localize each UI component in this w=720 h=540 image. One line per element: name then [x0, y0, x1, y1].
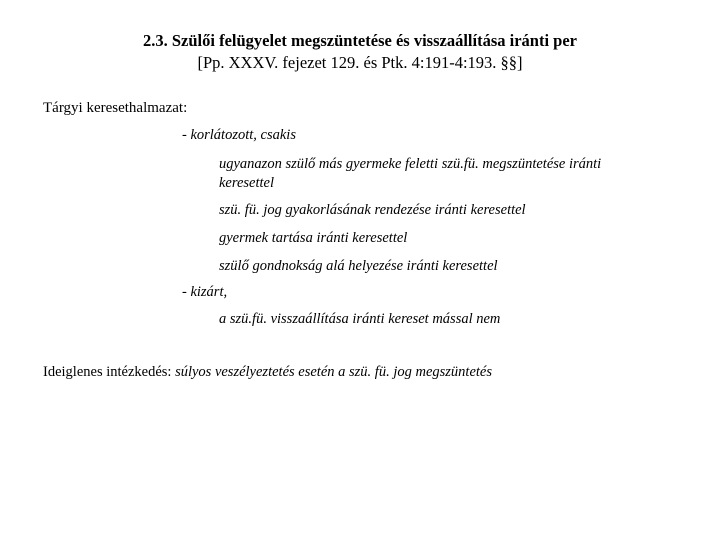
korlatozott-item-2: szü. fü. jog gyakorlásának rendezése iránti keresettel	[219, 202, 526, 218]
korlatozott-label: - korlátozott, csakis	[182, 127, 296, 143]
kizart-item-1: a szü.fü. visszaállítása iránti kereset mással nem	[219, 311, 501, 327]
document-title	[0, 30, 720, 74]
kizart-label: - kizárt,	[182, 284, 228, 300]
korlatozott-item-1: ugyanazon szülő más gyermeke feletti szü.fü. megszüntetése iránti	[219, 156, 602, 172]
ideiglenes-value: súlyos veszélyeztetés esetén a szü. fü. jog megszüntetés	[171, 364, 492, 380]
title-legal-reference: [Pp. XXXV. fejezet 129. és Ptk. 4:191-4:193. §§]	[197, 53, 523, 72]
section-heading-targyi-keresethalmazat: Tárgyi keresethalmazat:	[43, 100, 188, 116]
ideiglenes-intezkedes	[43, 363, 492, 381]
korlatozott-item-1-continuation: keresettel	[219, 175, 275, 191]
title-main: 2.3. Szülői felügyelet megszüntetése és visszaállítása iránti per	[143, 31, 577, 50]
korlatozott-item-4: szülő gondnokság alá helyezése iránti keresettel	[219, 258, 498, 274]
ideiglenes-label: Ideiglenes intézkedés:	[43, 364, 172, 380]
korlatozott-item-3: gyermek tartása iránti keresettel	[219, 230, 408, 246]
